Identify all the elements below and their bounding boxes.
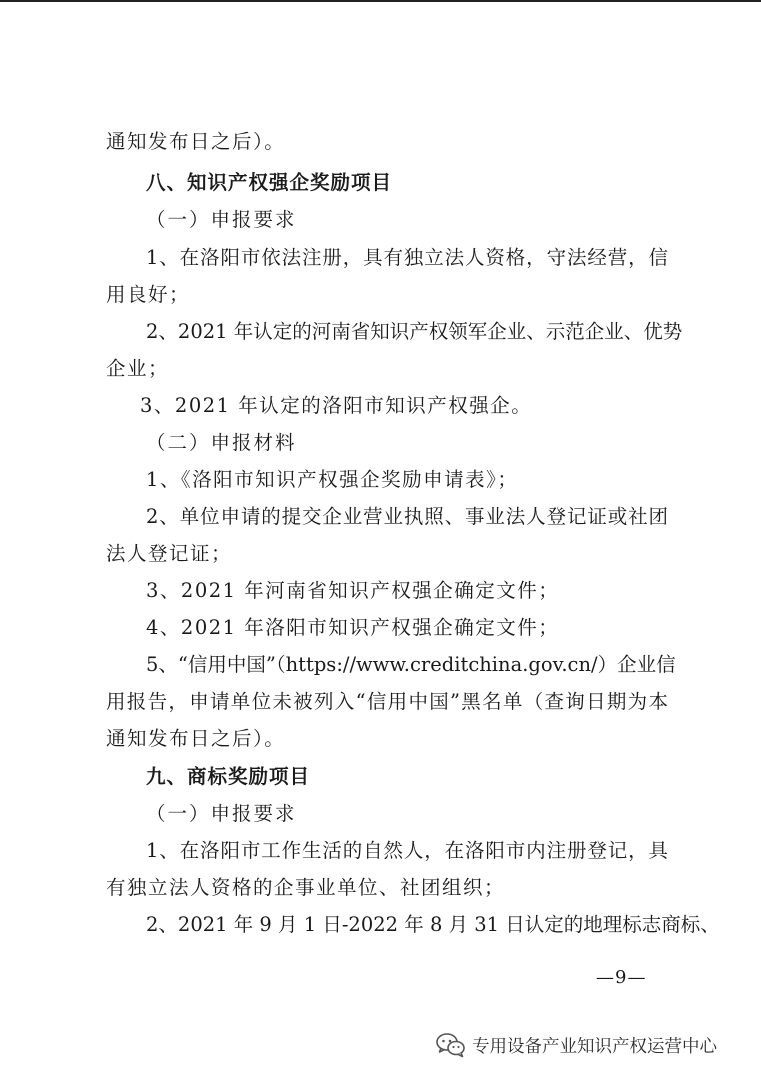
- text-line: 法人登记证；: [106, 542, 233, 565]
- subsection-heading: （一）申报要求: [146, 802, 297, 825]
- subsection-heading: （一）申报要求: [146, 208, 297, 231]
- text-line: 2、2021 年认定的河南省知识产权领军企业、示范企业、优势: [146, 320, 683, 343]
- text-line: 有独立法人资格的企事业单位、社团组织；: [106, 876, 506, 899]
- text-line: 5、“信用中国”（https://www.creditchina.gov.cn/）企业信: [146, 653, 676, 676]
- text-line: 1、在洛阳市工作生活的自然人，在洛阳市内注册登记，具: [146, 839, 668, 862]
- watermark-footer: [436, 1030, 717, 1060]
- text-line: 1、在洛阳市依法注册，具有独立法人资格，守法经营，信: [146, 246, 668, 269]
- subsection-heading: （二）申报材料: [146, 431, 297, 454]
- text-line: 通知发布日之后）。: [106, 727, 286, 750]
- text-line: 1、《洛阳市知识产权强企奖励申请表》；: [146, 468, 519, 491]
- text-line: 4、2021 年洛阳市知识产权强企确定文件；: [146, 616, 560, 639]
- text-line: 企业；: [106, 357, 170, 380]
- wechat-icon: [436, 1032, 466, 1058]
- text-line: 通知发布日之后）。: [106, 130, 286, 153]
- text-line: 3、2021 年河南省知识产权强企确定文件；: [146, 579, 560, 602]
- account-name: 专用设备产业知识产权运营中心: [472, 1036, 717, 1057]
- top-border-line: [0, 0, 761, 2]
- text-line: 3、2021 年认定的洛阳市知识产权强企。: [140, 394, 533, 417]
- text-line: 用良好；: [106, 283, 191, 306]
- text-line: 2、2021 年 9 月 1 日-2022 年 8 月 31 日认定的地理标志商标、: [146, 913, 720, 936]
- section-heading: 九、商标奖励项目: [146, 765, 311, 788]
- text-line: 用报告，申请单位未被列入“信用中国”黑名单（查询日期为本: [106, 690, 668, 713]
- page-number: —9—: [596, 967, 647, 988]
- section-heading: 八、知识产权强企奖励项目: [146, 171, 393, 194]
- text-line: 2、单位申请的提交企业营业执照、事业法人登记证或社团: [146, 505, 668, 528]
